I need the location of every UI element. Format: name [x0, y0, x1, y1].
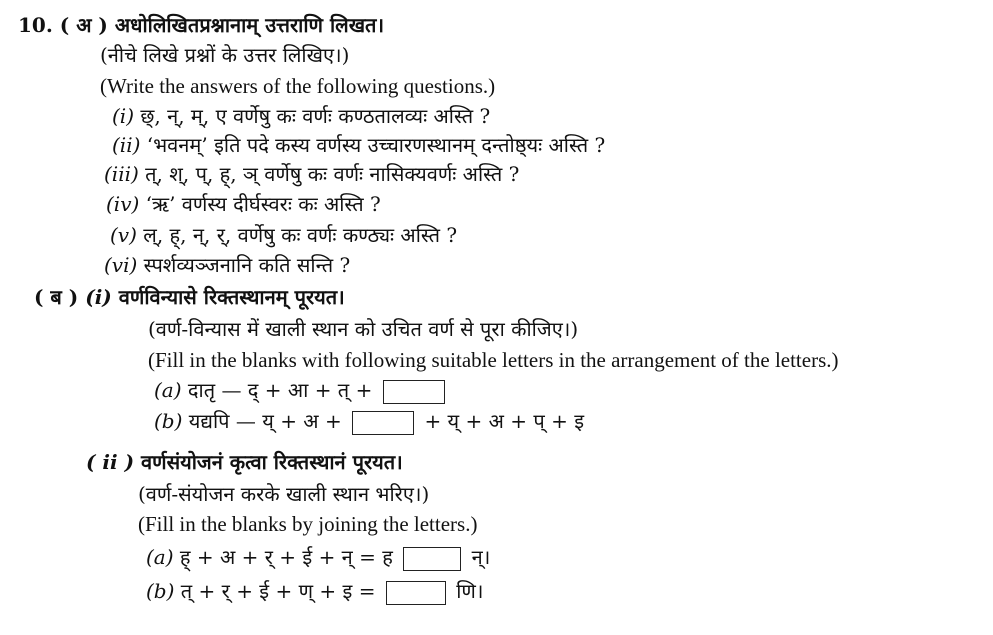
item-text-before: ह् + अ + र् + ई + न् = ह: [179, 545, 393, 569]
sub-i-number: (i): [85, 285, 112, 309]
item-text: छ्, न्, म्, ए वर्णेषु कः वर्णः कण्ठतालव्यः अस्ति ?: [140, 104, 491, 128]
item-number: (ii): [112, 133, 141, 157]
part-a-marker: ( अ ): [59, 13, 108, 37]
item-text: ‘ऋ’ वर्णस्य दीर्घस्वरः कः अस्ति ?: [145, 192, 381, 216]
list-item: [154, 408, 584, 435]
sub-ii-heading-row: [86, 449, 403, 475]
sub-ii-english-instruction: (Fill in the blanks by joining the letters.): [138, 512, 478, 536]
part-b-heading: [34, 284, 345, 310]
sub-i-heading: वर्णविन्यासे रिक्तस्थानम् पूरयत।: [118, 285, 345, 309]
item-number: (iii): [104, 162, 139, 186]
sub-i-hindi-instruction: (वर्ण-विन्यास में खाली स्थान को उचित वर्ण से पूरा कीजिए।): [148, 317, 579, 341]
item-text-before: त् + र् + ई + ण् + इ =: [180, 579, 376, 603]
list-item: [104, 252, 350, 278]
part-b-marker: ( ब ): [34, 285, 79, 309]
blank-answer-box[interactable]: [386, 581, 446, 605]
sub-ii-hindi-instruction: (वर्ण-संयोजन करके खाली स्थान भरिए।): [138, 482, 430, 506]
sub-ii-number: ( ii ): [86, 450, 135, 474]
item-text-after: न्।: [471, 545, 491, 569]
item-text: त्, श्, प्, ह्, ञ् वर्णेषु कः वर्णः नासिक्यवर्णः अस्ति ?: [145, 162, 520, 186]
item-text-after: + य् + अ + प् + इ: [424, 409, 585, 433]
item-number: (vi): [104, 253, 138, 277]
item-text: ‘भवनम्’ इति पदे कस्य वर्णस्य उच्चारणस्थानम् दन्तोष्ठ्यः अस्ति ?: [146, 133, 606, 157]
part-a-english-instruction: (Write the answers of the following questions.): [100, 74, 496, 98]
list-item: [104, 161, 519, 187]
list-item: [146, 544, 490, 571]
list-item: [106, 191, 381, 217]
item-number: (v): [110, 223, 137, 247]
item-text: स्पर्शव्यञ्जनानि कति सन्ति ?: [143, 253, 351, 277]
item-text: दातृ — द् + आ + त् +: [187, 378, 373, 402]
question-number: 10.: [18, 13, 53, 37]
item-number: (b): [146, 579, 175, 603]
blank-answer-box[interactable]: [383, 380, 445, 404]
item-text: ल्, ह्, न्, र्, वर्णेषु कः वर्णः कण्ठ्यः अस्ति ?: [143, 223, 458, 247]
list-item: [154, 377, 449, 404]
sub-i-english-instruction: (Fill in the blanks with following suitable letters in the arrangement of the letters.): [148, 348, 839, 372]
part-a-hindi-instruction: (नीचे लिखे प्रश्नों के उत्तर लिखिए।): [100, 43, 350, 67]
part-a-heading: अधोलिखितप्रश्नानाम् उत्तराणि लिखत।: [114, 13, 385, 37]
question-heading-a: [18, 12, 384, 38]
list-item: [146, 578, 483, 605]
sub-ii-heading: वर्णसंयोजनं कृत्वा रिक्तस्थानं पूरयत।: [141, 450, 403, 474]
item-number: (b): [154, 409, 183, 433]
item-number: (a): [146, 545, 174, 569]
item-number: (a): [154, 378, 182, 402]
blank-answer-box[interactable]: [352, 411, 414, 435]
item-text-after: णि।: [456, 579, 484, 603]
list-item: [110, 222, 457, 248]
item-number: (iv): [106, 192, 140, 216]
item-number: (i): [112, 104, 135, 128]
item-text-before: यद्यपि — य् + अ +: [188, 409, 342, 433]
blank-answer-box[interactable]: [403, 547, 461, 571]
list-item: [112, 132, 605, 158]
list-item: [112, 103, 490, 129]
